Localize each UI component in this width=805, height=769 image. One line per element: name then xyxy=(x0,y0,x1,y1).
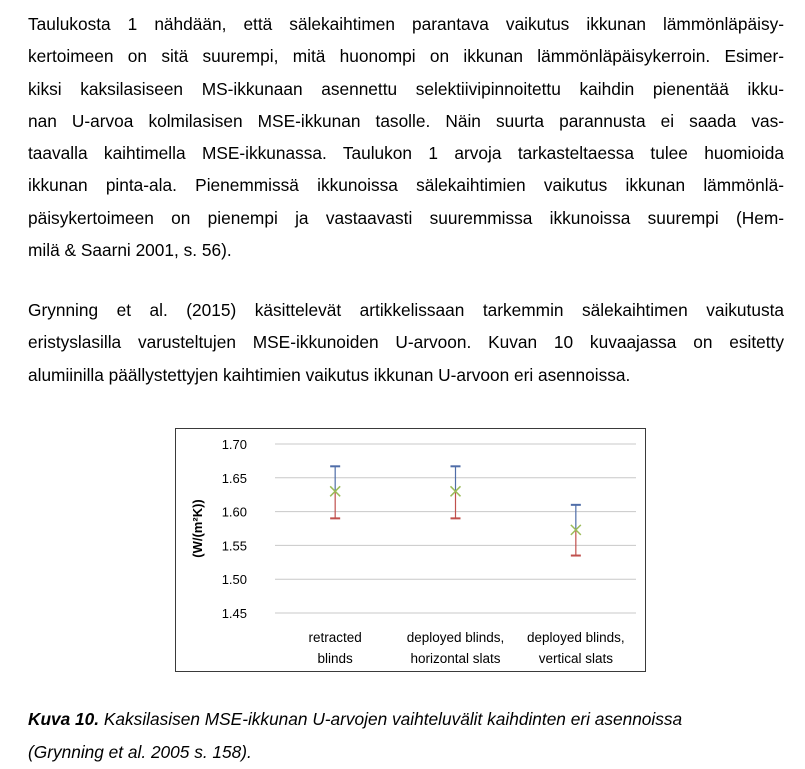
paragraph-2-line-1: Grynning et al. (2015) käsittelevät artikkelissaan tarkemmin sälekaihtimen vaikutusta xyxy=(28,300,784,320)
paragraph-2 xyxy=(28,294,784,391)
paragraph-1-line-6: ikkunan pinta-ala. Pienemmissä ikkunoissa sälekaihtimien vaikutus ikkunan lämmönlä- xyxy=(28,175,784,196)
x-category-label: blinds xyxy=(317,651,353,666)
y-tick-label: 1.65 xyxy=(221,470,247,486)
caption-text-line2: (Grynning et al. 2005 s. 158). xyxy=(28,742,252,762)
paragraph-1-line-5: taavalla kaihtimella MSE-ikkunassa. Taulukon 1 arvoja tarkasteltaessa tulee huomioida xyxy=(28,143,784,164)
caption-text-line1: Kaksilasisen MSE-ikkunan U-arvojen vaihteluvälit kaihdinten eri asennoissa xyxy=(99,709,683,729)
x-category-label: deployed blinds, xyxy=(406,630,505,645)
y-tick-label: 1.50 xyxy=(221,572,247,588)
y-tick-label: 1.45 xyxy=(221,606,247,621)
paragraph-1-line-3: kiksi kaksilasiseen MS-ikkunaan asennettu selektiivipinnoitettu kaihdin pienentää ikku- xyxy=(28,78,784,99)
x-category-label: retracted xyxy=(308,630,362,645)
y-tick-label: 1.60 xyxy=(221,504,247,520)
y-tick-label: 1.55 xyxy=(221,538,247,554)
y-tick-label: 1.70 xyxy=(221,437,247,452)
x-category-label: vertical slats xyxy=(538,651,613,666)
paragraph-2-line-2: eristyslasilla varusteltujen MSE-ikkunoiden U-arvoon. Kuvan 10 kuvaajassa on esitetty xyxy=(28,332,784,353)
caption-label: Kuva 10. xyxy=(28,709,100,729)
y-axis-label: (W/(m²K)) xyxy=(190,499,205,558)
figure-chart-frame xyxy=(175,428,646,672)
paragraph-1-line-8: milä & Saarni 2001, s. 56). xyxy=(28,240,232,261)
paragraph-2-line-3: alumiinilla päällystettyjen kaihtimien vaikutus ikkunan U-arvoon eri asennoissa. xyxy=(28,364,631,385)
paragraph-1-line-4: nan U-arvoa kolmilasisen MSE-ikkunan tasolle. Näin suurta parannusta ei saada vas- xyxy=(28,110,784,131)
paragraph-1-line-2: kertoimeen on sitä suurempi, mitä huonompi on ikkunan lämmönläpäisykerroin. Esimer- xyxy=(28,46,784,67)
paragraph-1-line-7: päisykertoimeen on pienempi ja vastaavasti suuremmissa ikkunoissa suurempi (Hem- xyxy=(28,207,784,228)
u-value-chart xyxy=(176,429,645,671)
figure-caption xyxy=(28,703,784,769)
paragraph-1 xyxy=(28,8,784,266)
paragraph-1-line-1: Taulukosta 1 nähdään, että sälekaihtimen parantava vaikutus ikkunan lämmönläpäisy- xyxy=(28,14,784,34)
x-category-label: horizontal slats xyxy=(410,651,501,666)
x-category-label: deployed blinds, xyxy=(527,630,625,645)
